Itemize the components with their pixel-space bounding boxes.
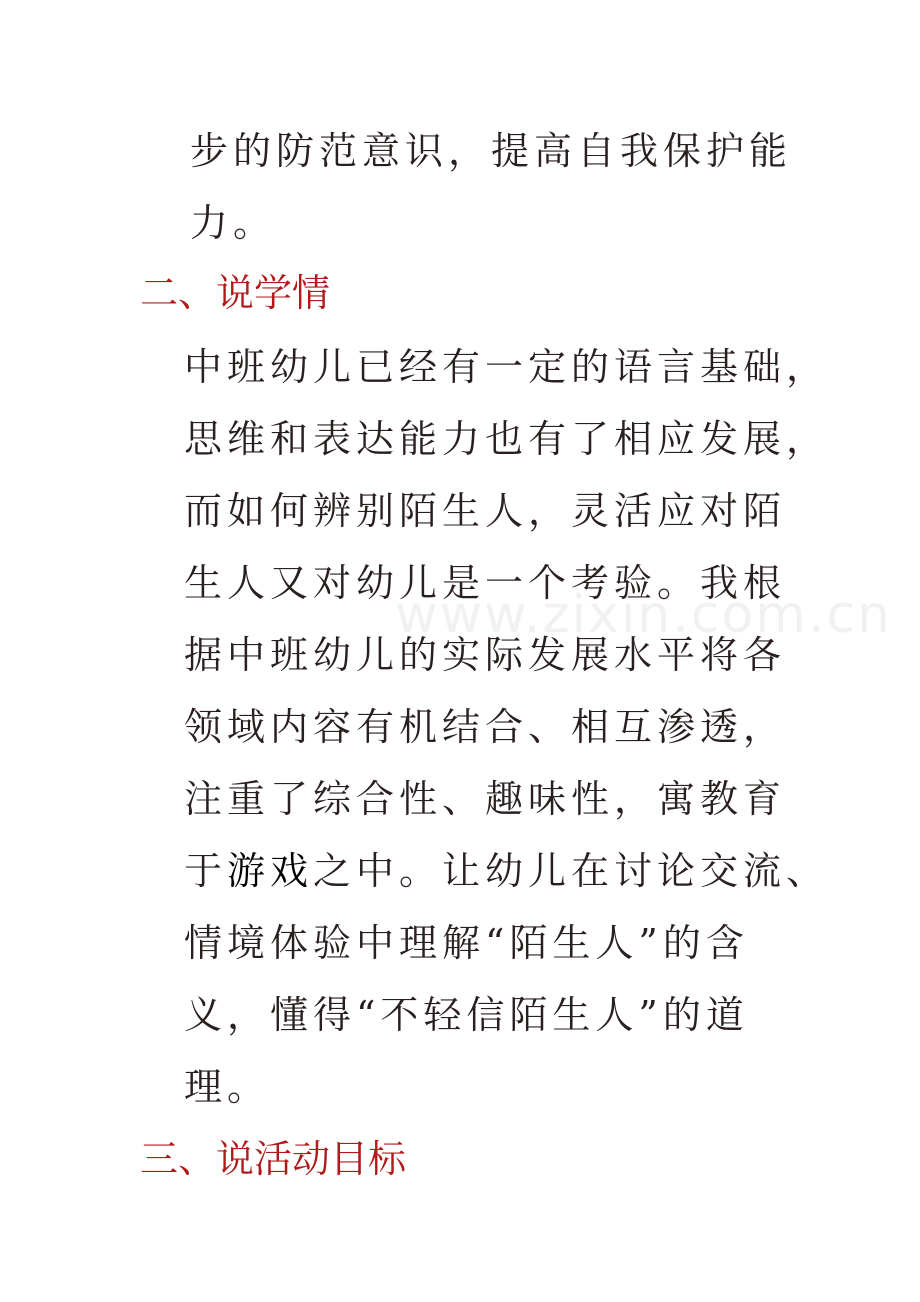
paragraph-line: 情境体验中理解“陌生人”的含 bbox=[184, 921, 749, 965]
paragraph-line: 注重了综合性、趣味性，寓教育 bbox=[184, 777, 787, 821]
line-suffix: 之中。让幼儿在讨论交流、 bbox=[313, 849, 830, 893]
paragraph-line: 思维和表达能力也有了相应发展， bbox=[184, 417, 830, 461]
watermark: www.zixin.com.cn bbox=[395, 585, 892, 645]
highlight-word: 游戏 bbox=[227, 849, 314, 893]
intro-line-1: 步的防范意识，提高自我保护能 bbox=[190, 129, 793, 173]
line-prefix: 于 bbox=[184, 849, 228, 893]
paragraph-line: 领域内容有机结合、相互渗透， bbox=[184, 705, 787, 749]
paragraph-line: 而如何辨别陌生人，灵活应对陌 bbox=[184, 489, 787, 533]
paragraph-line: 据中班幼儿的实际发展水平将各 bbox=[184, 633, 787, 677]
paragraph-line-with-highlight bbox=[184, 848, 829, 894]
paragraph-line: 中班幼儿已经有一定的语言基础， bbox=[184, 345, 830, 389]
paragraph-line: 生人又对幼儿是一个考验。我根 bbox=[184, 561, 787, 605]
section-heading-objectives: 三、说活动目标 bbox=[140, 1137, 407, 1181]
intro-line-2: 力。 bbox=[190, 201, 277, 245]
section-heading-learner: 二、说学情 bbox=[140, 271, 331, 315]
paragraph-line: 义，懂得“不轻信陌生人”的道 bbox=[184, 993, 749, 1037]
paragraph-line: 理。 bbox=[184, 1065, 271, 1109]
